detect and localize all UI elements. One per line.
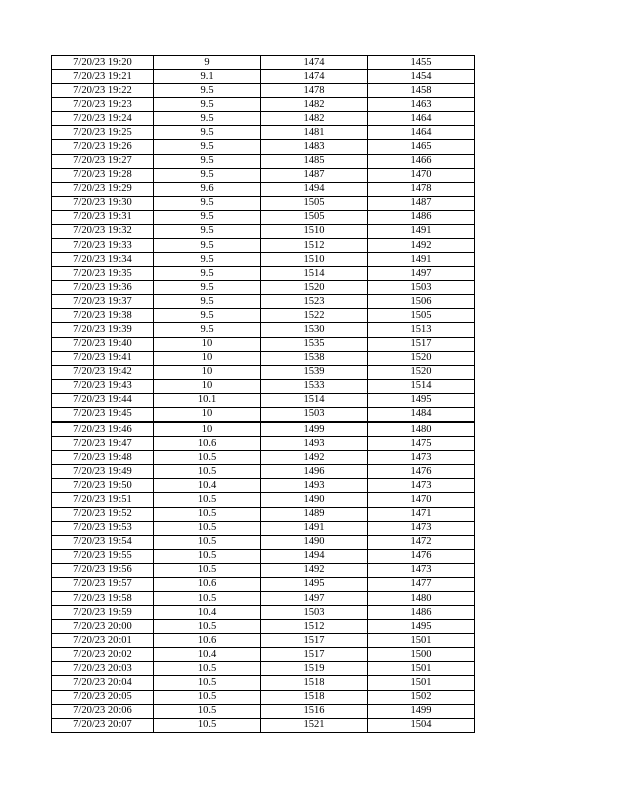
timestamp-cell: 7/20/23 19:34 <box>52 253 154 267</box>
value-c-cell: 1480 <box>368 422 475 437</box>
value-b-cell: 1474 <box>261 56 368 70</box>
table-row <box>52 281 475 295</box>
timestamp-cell: 7/20/23 20:07 <box>52 718 154 732</box>
value-a-cell: 9.5 <box>154 196 261 210</box>
value-b-cell: 1494 <box>261 549 368 563</box>
value-b-cell: 1505 <box>261 196 368 210</box>
table-row <box>52 620 475 634</box>
timestamp-cell: 7/20/23 19:53 <box>52 521 154 535</box>
timestamp-cell: 7/20/23 19:36 <box>52 281 154 295</box>
value-c-cell: 1514 <box>368 379 475 393</box>
value-c-cell: 1504 <box>368 718 475 732</box>
value-c-cell: 1455 <box>368 56 475 70</box>
value-c-cell: 1492 <box>368 239 475 253</box>
value-b-cell: 1483 <box>261 140 368 154</box>
value-a-cell: 9.5 <box>154 224 261 238</box>
table-row <box>52 634 475 648</box>
table-row <box>52 690 475 704</box>
value-c-cell: 1491 <box>368 224 475 238</box>
value-b-cell: 1493 <box>261 479 368 493</box>
timestamp-cell: 7/20/23 19:58 <box>52 591 154 605</box>
value-c-cell: 1472 <box>368 535 475 549</box>
table-row <box>52 323 475 337</box>
value-c-cell: 1475 <box>368 437 475 451</box>
value-a-cell: 10.5 <box>154 718 261 732</box>
timestamp-cell: 7/20/23 19:48 <box>52 451 154 465</box>
table-row <box>52 112 475 126</box>
value-b-cell: 1521 <box>261 718 368 732</box>
timestamp-cell: 7/20/23 19:30 <box>52 196 154 210</box>
value-a-cell: 9.1 <box>154 70 261 84</box>
value-a-cell: 10.5 <box>154 507 261 521</box>
value-c-cell: 1464 <box>368 126 475 140</box>
value-c-cell: 1473 <box>368 451 475 465</box>
value-a-cell: 10.5 <box>154 451 261 465</box>
timestamp-cell: 7/20/23 19:25 <box>52 126 154 140</box>
value-a-cell: 9 <box>154 56 261 70</box>
value-b-cell: 1517 <box>261 634 368 648</box>
value-c-cell: 1473 <box>368 563 475 577</box>
value-c-cell: 1476 <box>368 465 475 479</box>
timestamp-cell: 7/20/23 19:22 <box>52 84 154 98</box>
value-b-cell: 1510 <box>261 253 368 267</box>
value-b-cell: 1478 <box>261 84 368 98</box>
value-b-cell: 1491 <box>261 521 368 535</box>
value-c-cell: 1476 <box>368 549 475 563</box>
value-c-cell: 1484 <box>368 407 475 422</box>
timestamp-cell: 7/20/23 19:46 <box>52 422 154 437</box>
table-row <box>52 98 475 112</box>
value-a-cell: 9.5 <box>154 154 261 168</box>
value-b-cell: 1518 <box>261 676 368 690</box>
value-a-cell: 9.5 <box>154 210 261 224</box>
value-c-cell: 1477 <box>368 577 475 591</box>
table-row <box>52 479 475 493</box>
value-c-cell: 1463 <box>368 98 475 112</box>
value-c-cell: 1480 <box>368 591 475 605</box>
timestamp-cell: 7/20/23 19:26 <box>52 140 154 154</box>
value-c-cell: 1497 <box>368 267 475 281</box>
table-row <box>52 507 475 521</box>
value-a-cell: 9.5 <box>154 309 261 323</box>
value-c-cell: 1505 <box>368 309 475 323</box>
value-c-cell: 1520 <box>368 365 475 379</box>
value-a-cell: 10.5 <box>154 465 261 479</box>
value-b-cell: 1482 <box>261 112 368 126</box>
value-a-cell: 9.5 <box>154 98 261 112</box>
value-b-cell: 1516 <box>261 704 368 718</box>
value-a-cell: 10.5 <box>154 563 261 577</box>
value-b-cell: 1539 <box>261 365 368 379</box>
value-b-cell: 1522 <box>261 309 368 323</box>
value-b-cell: 1481 <box>261 126 368 140</box>
value-c-cell: 1471 <box>368 507 475 521</box>
value-b-cell: 1535 <box>261 337 368 351</box>
value-b-cell: 1474 <box>261 70 368 84</box>
value-a-cell: 10.4 <box>154 648 261 662</box>
timestamp-cell: 7/20/23 19:45 <box>52 407 154 422</box>
value-a-cell: 10 <box>154 379 261 393</box>
value-a-cell: 10.6 <box>154 577 261 591</box>
timestamp-cell: 7/20/23 19:27 <box>52 154 154 168</box>
value-a-cell: 10.5 <box>154 549 261 563</box>
table-row <box>52 591 475 605</box>
value-b-cell: 1510 <box>261 224 368 238</box>
value-a-cell: 9.5 <box>154 126 261 140</box>
value-b-cell: 1518 <box>261 690 368 704</box>
table-row <box>52 182 475 196</box>
timestamp-cell: 7/20/23 19:57 <box>52 577 154 591</box>
timestamp-cell: 7/20/23 19:33 <box>52 239 154 253</box>
value-b-cell: 1485 <box>261 154 368 168</box>
table-row <box>52 606 475 620</box>
table-row <box>52 407 475 422</box>
value-a-cell: 9.5 <box>154 239 261 253</box>
value-a-cell: 9.5 <box>154 140 261 154</box>
value-a-cell: 9.5 <box>154 267 261 281</box>
timestamp-cell: 7/20/23 19:40 <box>52 337 154 351</box>
value-a-cell: 9.5 <box>154 295 261 309</box>
value-c-cell: 1506 <box>368 295 475 309</box>
timestamp-cell: 7/20/23 19:32 <box>52 224 154 238</box>
table-row <box>52 521 475 535</box>
table-row <box>52 493 475 507</box>
value-b-cell: 1494 <box>261 182 368 196</box>
value-b-cell: 1505 <box>261 210 368 224</box>
timestamp-cell: 7/20/23 19:52 <box>52 507 154 521</box>
value-a-cell: 9.5 <box>154 253 261 267</box>
table-row <box>52 422 475 437</box>
value-c-cell: 1473 <box>368 479 475 493</box>
value-c-cell: 1478 <box>368 182 475 196</box>
value-a-cell: 10.5 <box>154 676 261 690</box>
timestamp-cell: 7/20/23 20:05 <box>52 690 154 704</box>
value-b-cell: 1489 <box>261 507 368 521</box>
value-a-cell: 10.6 <box>154 634 261 648</box>
table-row <box>52 379 475 393</box>
value-b-cell: 1503 <box>261 407 368 422</box>
table-row <box>52 451 475 465</box>
data-table <box>51 55 475 733</box>
timestamp-cell: 7/20/23 19:56 <box>52 563 154 577</box>
value-c-cell: 1520 <box>368 351 475 365</box>
value-a-cell: 9.5 <box>154 168 261 182</box>
value-a-cell: 9.5 <box>154 323 261 337</box>
value-a-cell: 10.5 <box>154 690 261 704</box>
value-a-cell: 9.6 <box>154 182 261 196</box>
table-row <box>52 224 475 238</box>
value-b-cell: 1487 <box>261 168 368 182</box>
value-b-cell: 1530 <box>261 323 368 337</box>
timestamp-cell: 7/20/23 20:03 <box>52 662 154 676</box>
table-row <box>52 563 475 577</box>
value-c-cell: 1473 <box>368 521 475 535</box>
timestamp-cell: 7/20/23 19:35 <box>52 267 154 281</box>
value-b-cell: 1512 <box>261 620 368 634</box>
value-a-cell: 9.5 <box>154 281 261 295</box>
value-b-cell: 1517 <box>261 648 368 662</box>
value-c-cell: 1458 <box>368 84 475 98</box>
table-row <box>52 662 475 676</box>
table-row <box>52 676 475 690</box>
table-row <box>52 535 475 549</box>
value-c-cell: 1470 <box>368 493 475 507</box>
table-row <box>52 154 475 168</box>
value-c-cell: 1501 <box>368 676 475 690</box>
timestamp-cell: 7/20/23 19:28 <box>52 168 154 182</box>
value-a-cell: 10.5 <box>154 704 261 718</box>
value-a-cell: 10.5 <box>154 620 261 634</box>
value-b-cell: 1519 <box>261 662 368 676</box>
value-c-cell: 1501 <box>368 662 475 676</box>
timestamp-cell: 7/20/23 19:39 <box>52 323 154 337</box>
value-a-cell: 9.5 <box>154 112 261 126</box>
value-b-cell: 1523 <box>261 295 368 309</box>
table-row <box>52 126 475 140</box>
data-table-body <box>52 56 475 733</box>
table-row <box>52 267 475 281</box>
value-a-cell: 10 <box>154 337 261 351</box>
table-row <box>52 309 475 323</box>
value-a-cell: 10.4 <box>154 479 261 493</box>
table-row <box>52 549 475 563</box>
value-b-cell: 1490 <box>261 493 368 507</box>
timestamp-cell: 7/20/23 20:01 <box>52 634 154 648</box>
timestamp-cell: 7/20/23 19:41 <box>52 351 154 365</box>
timestamp-cell: 7/20/23 19:47 <box>52 437 154 451</box>
table-row <box>52 648 475 662</box>
value-b-cell: 1492 <box>261 563 368 577</box>
timestamp-cell: 7/20/23 20:00 <box>52 620 154 634</box>
timestamp-cell: 7/20/23 20:06 <box>52 704 154 718</box>
timestamp-cell: 7/20/23 19:50 <box>52 479 154 493</box>
timestamp-cell: 7/20/23 19:43 <box>52 379 154 393</box>
timestamp-cell: 7/20/23 19:42 <box>52 365 154 379</box>
timestamp-cell: 7/20/23 19:44 <box>52 393 154 407</box>
timestamp-cell: 7/20/23 19:24 <box>52 112 154 126</box>
value-c-cell: 1486 <box>368 210 475 224</box>
value-b-cell: 1482 <box>261 98 368 112</box>
value-b-cell: 1492 <box>261 451 368 465</box>
table-row <box>52 70 475 84</box>
value-c-cell: 1499 <box>368 704 475 718</box>
value-b-cell: 1490 <box>261 535 368 549</box>
value-a-cell: 10 <box>154 365 261 379</box>
table-row <box>52 704 475 718</box>
value-c-cell: 1495 <box>368 393 475 407</box>
table-row <box>52 577 475 591</box>
value-b-cell: 1514 <box>261 267 368 281</box>
value-a-cell: 10.1 <box>154 393 261 407</box>
value-c-cell: 1465 <box>368 140 475 154</box>
value-b-cell: 1514 <box>261 393 368 407</box>
value-a-cell: 10.5 <box>154 662 261 676</box>
value-b-cell: 1520 <box>261 281 368 295</box>
table-row <box>52 56 475 70</box>
timestamp-cell: 7/20/23 19:54 <box>52 535 154 549</box>
table-row <box>52 295 475 309</box>
value-b-cell: 1496 <box>261 465 368 479</box>
value-a-cell: 10.5 <box>154 535 261 549</box>
value-b-cell: 1493 <box>261 437 368 451</box>
timestamp-cell: 7/20/23 19:20 <box>52 56 154 70</box>
timestamp-cell: 7/20/23 19:51 <box>52 493 154 507</box>
value-c-cell: 1501 <box>368 634 475 648</box>
value-c-cell: 1487 <box>368 196 475 210</box>
table-row <box>52 465 475 479</box>
timestamp-cell: 7/20/23 19:59 <box>52 606 154 620</box>
table-row <box>52 437 475 451</box>
table-row <box>52 718 475 732</box>
table-row <box>52 393 475 407</box>
value-c-cell: 1500 <box>368 648 475 662</box>
table-row <box>52 84 475 98</box>
value-b-cell: 1533 <box>261 379 368 393</box>
timestamp-cell: 7/20/23 20:04 <box>52 676 154 690</box>
table-row <box>52 337 475 351</box>
value-c-cell: 1503 <box>368 281 475 295</box>
timestamp-cell: 7/20/23 19:23 <box>52 98 154 112</box>
timestamp-cell: 7/20/23 19:21 <box>52 70 154 84</box>
value-c-cell: 1502 <box>368 690 475 704</box>
table-row <box>52 196 475 210</box>
table-row <box>52 365 475 379</box>
value-a-cell: 10 <box>154 351 261 365</box>
value-a-cell: 10 <box>154 407 261 422</box>
table-row <box>52 253 475 267</box>
value-c-cell: 1466 <box>368 154 475 168</box>
value-a-cell: 10 <box>154 422 261 437</box>
table-row <box>52 351 475 365</box>
timestamp-cell: 7/20/23 19:37 <box>52 295 154 309</box>
value-c-cell: 1495 <box>368 620 475 634</box>
table-row <box>52 239 475 253</box>
value-a-cell: 9.5 <box>154 84 261 98</box>
timestamp-cell: 7/20/23 19:31 <box>52 210 154 224</box>
value-c-cell: 1517 <box>368 337 475 351</box>
value-c-cell: 1486 <box>368 606 475 620</box>
value-a-cell: 10.5 <box>154 591 261 605</box>
table-row <box>52 210 475 224</box>
value-b-cell: 1499 <box>261 422 368 437</box>
value-c-cell: 1470 <box>368 168 475 182</box>
value-c-cell: 1491 <box>368 253 475 267</box>
timestamp-cell: 7/20/23 20:02 <box>52 648 154 662</box>
value-a-cell: 10.4 <box>154 606 261 620</box>
value-c-cell: 1454 <box>368 70 475 84</box>
value-b-cell: 1503 <box>261 606 368 620</box>
timestamp-cell: 7/20/23 19:29 <box>52 182 154 196</box>
value-b-cell: 1497 <box>261 591 368 605</box>
timestamp-cell: 7/20/23 19:49 <box>52 465 154 479</box>
value-a-cell: 10.5 <box>154 493 261 507</box>
table-row <box>52 168 475 182</box>
value-b-cell: 1538 <box>261 351 368 365</box>
value-a-cell: 10.6 <box>154 437 261 451</box>
timestamp-cell: 7/20/23 19:55 <box>52 549 154 563</box>
value-b-cell: 1495 <box>261 577 368 591</box>
value-c-cell: 1513 <box>368 323 475 337</box>
timestamp-cell: 7/20/23 19:38 <box>52 309 154 323</box>
value-a-cell: 10.5 <box>154 521 261 535</box>
value-c-cell: 1464 <box>368 112 475 126</box>
value-b-cell: 1512 <box>261 239 368 253</box>
table-row <box>52 140 475 154</box>
